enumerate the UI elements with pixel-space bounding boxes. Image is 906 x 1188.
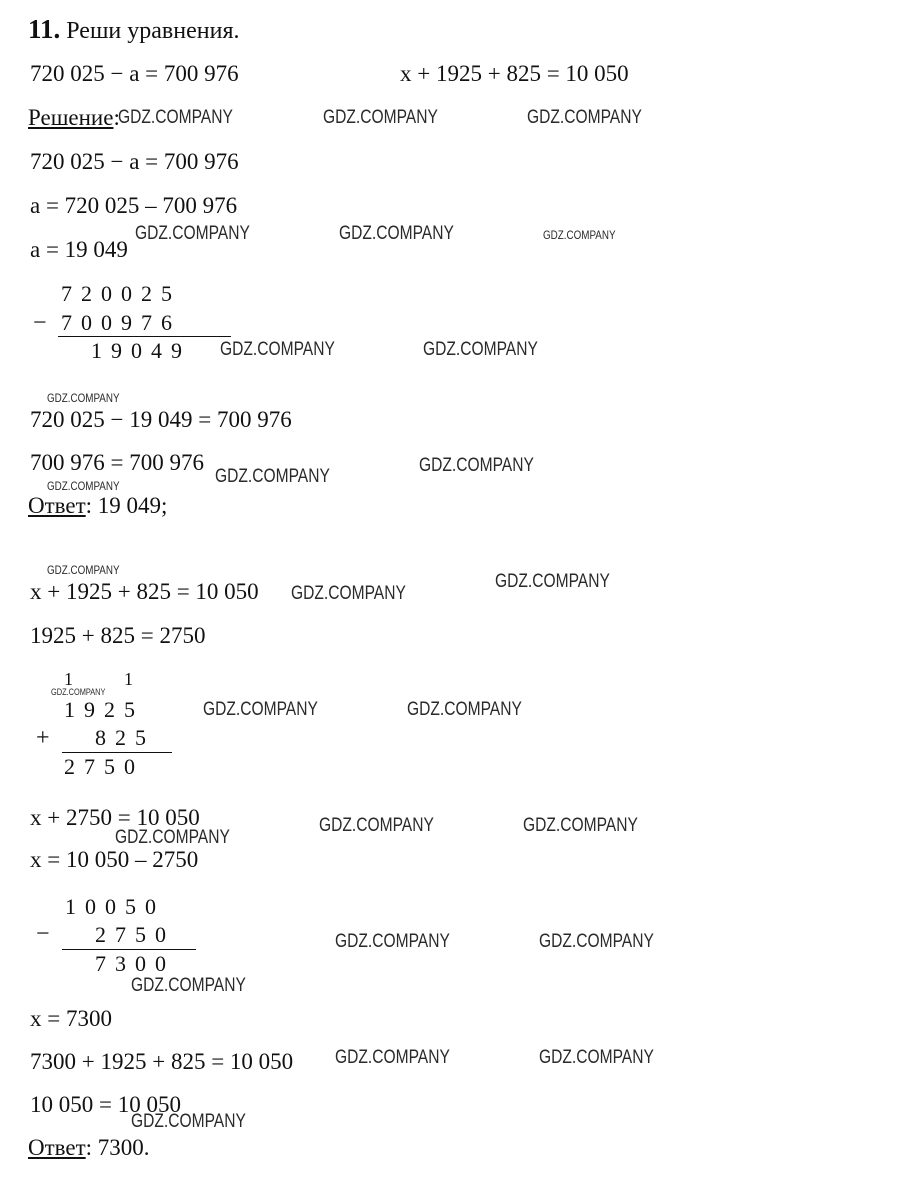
- minus-sign: −: [36, 921, 50, 947]
- watermark: GDZ.COMPANY: [323, 107, 438, 128]
- watermark: GDZ.COMPANY: [339, 223, 454, 244]
- addend-1: 1925: [64, 697, 144, 722]
- carry-digit: 1: [124, 669, 133, 689]
- part2-line-7: 10 050 = 10 050: [30, 1092, 181, 1117]
- minuend: 720025: [61, 281, 181, 306]
- watermark: GDZ.COMPANY: [47, 391, 120, 405]
- answer-label: Ответ: [28, 493, 86, 518]
- watermark: GDZ.COMPANY: [407, 699, 522, 720]
- watermark: GDZ.COMPANY: [539, 1047, 654, 1068]
- part2-line-1: x + 1925 + 825 = 10 050: [30, 579, 259, 604]
- check-line-2: 700 976 = 700 976: [30, 450, 204, 475]
- task-number: 11.: [28, 14, 61, 44]
- watermark: GDZ.COMPANY: [220, 339, 335, 360]
- answer-value: : 19 049;: [85, 493, 168, 518]
- part1-line-2: a = 720 025 – 700 976: [30, 193, 238, 218]
- solution-label: Решение: [28, 105, 114, 130]
- answer-1: [28, 494, 167, 517]
- watermark: GDZ.COMPANY: [203, 699, 318, 720]
- watermark: GDZ.COMPANY: [291, 583, 406, 604]
- watermark: GDZ.COMPANY: [131, 1111, 246, 1132]
- equation-2: x + 1925 + 825 = 10 050: [400, 61, 629, 86]
- part2-line-4: x = 10 050 – 2750: [30, 847, 199, 872]
- answer-2: [28, 1136, 150, 1159]
- watermark: GDZ.COMPANY: [131, 975, 246, 996]
- subtrahend: 700976: [61, 310, 181, 335]
- part1-line-3: a = 19 049: [30, 237, 128, 262]
- part2-line-2: 1925 + 825 = 2750: [30, 623, 206, 648]
- plus-sign: +: [36, 725, 50, 751]
- watermark: GDZ.COMPANY: [335, 931, 450, 952]
- difference: 7300: [95, 951, 175, 976]
- watermark: GDZ.COMPANY: [495, 571, 610, 592]
- minus-sign: −: [33, 310, 47, 336]
- watermark: GDZ.COMPANY: [215, 466, 330, 487]
- addend-2: 825: [95, 725, 155, 750]
- equation-1: 720 025 − a = 700 976: [30, 61, 239, 86]
- watermark: GDZ.COMPANY: [115, 827, 230, 848]
- sum-line: [62, 752, 172, 753]
- watermark: GDZ.COMPANY: [523, 815, 638, 836]
- check-line-1: 720 025 − 19 049 = 700 976: [30, 407, 292, 432]
- part2-line-5: x = 7300: [30, 1006, 112, 1031]
- watermark: GDZ.COMPANY: [47, 479, 120, 493]
- watermark: GDZ.COMPANY: [51, 687, 106, 697]
- watermark: GDZ.COMPANY: [118, 107, 233, 128]
- watermark: GDZ.COMPANY: [47, 563, 120, 577]
- minuend: 10050: [65, 894, 165, 919]
- sum-line: [58, 336, 231, 337]
- sum: 2750: [64, 754, 144, 779]
- part1-line-1: 720 025 − a = 700 976: [30, 149, 239, 174]
- answer-value: : 7300.: [85, 1135, 150, 1160]
- solution-heading: [28, 106, 120, 129]
- watermark: GDZ.COMPANY: [319, 815, 434, 836]
- watermark: GDZ.COMPANY: [135, 223, 250, 244]
- watermark: GDZ.COMPANY: [543, 228, 616, 242]
- task-header: [28, 16, 239, 43]
- part2-line-3: x + 2750 = 10 050: [30, 805, 200, 830]
- task-title: Реши уравнения.: [66, 18, 240, 44]
- subtrahend: 2750: [95, 922, 175, 947]
- watermark: GDZ.COMPANY: [423, 339, 538, 360]
- watermark: GDZ.COMPANY: [527, 107, 642, 128]
- watermark: GDZ.COMPANY: [539, 931, 654, 952]
- part2-line-6: 7300 + 1925 + 825 = 10 050: [30, 1049, 294, 1074]
- difference: 19049: [91, 338, 191, 363]
- carry-digit: 1: [64, 669, 73, 689]
- watermark: GDZ.COMPANY: [335, 1047, 450, 1068]
- sum-line: [62, 949, 196, 950]
- solution-colon: :: [113, 105, 120, 130]
- watermark: GDZ.COMPANY: [419, 455, 534, 476]
- answer-label: Ответ: [28, 1135, 86, 1160]
